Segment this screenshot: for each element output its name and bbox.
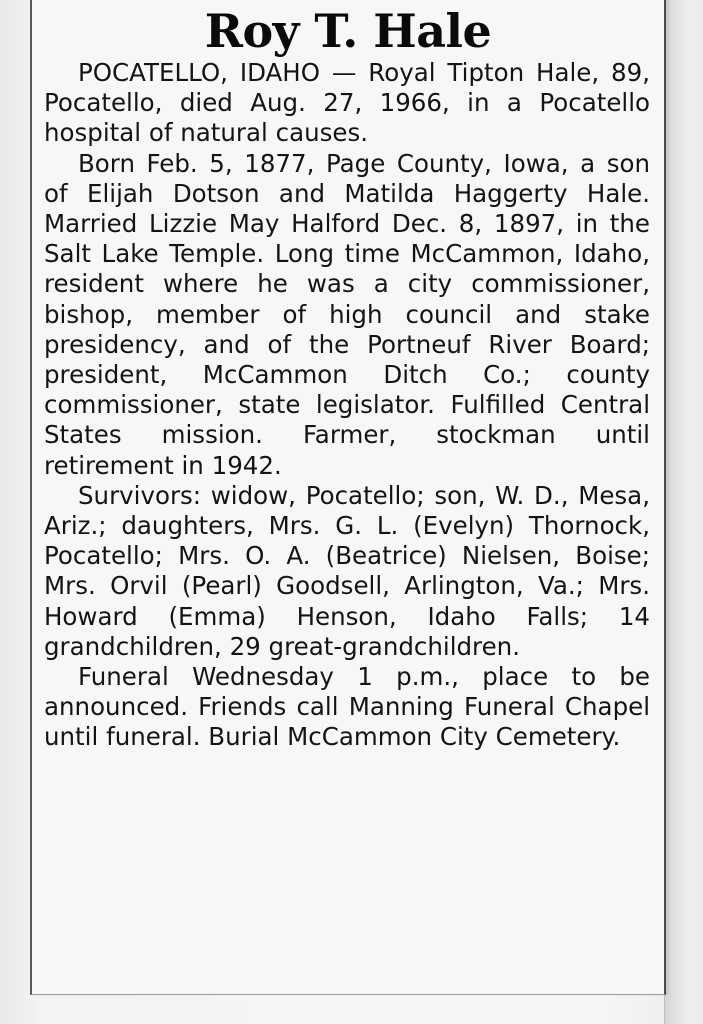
obituary-paragraph-funeral: Funeral Wednesday 1 p.m., place to be announced. Friends call Manning Funeral Chapel until funeral. Burial McCammon City Cemetery.	[44, 662, 650, 752]
obituary-paragraph-death: POCATELLO, IDAHO — Royal Tipton Hale, 89, Pocatello, died Aug. 27, 1966, in a Pocatello hospital of natural causes.	[44, 58, 650, 148]
obituary-paragraph-life: Born Feb. 5, 1877, Page County, Iowa, a son of Elijah Dotson and Matilda Haggerty Hale. Married Lizzie May Halford Dec. 8, 1897, in the Salt Lake Temple. Long time McCammon, Idaho, resident where he was a city commissioner, bishop, member of high council and stake presidency, and of the Portneuf River Board; president, McCammon Ditch Co.; county commissioner, state legislator. Fulfilled Central States mission. Farmer, stockman until retirement in 1942.	[44, 148, 650, 480]
obituary-body	[44, 58, 650, 753]
adjacent-column-edge	[664, 0, 687, 1024]
newspaper-clipping	[30, 0, 666, 995]
obituary-paragraph-survivors: Survivors: widow, Pocatello; son, W. D., Mesa, Ariz.; daughters, Mrs. G. L. (Evelyn) Thornock, Pocatello; Mrs. O. A. (Beatrice) Nielsen, Boise; Mrs. Orvil (Pearl) Goodsell, Arlington, Va.; Mrs. Howard (Emma) Henson, Idaho Falls; 14 grandchildren, 29 great-grandchildren.	[44, 480, 650, 661]
obituary-headline: Roy T. Hale	[204, 4, 492, 58]
